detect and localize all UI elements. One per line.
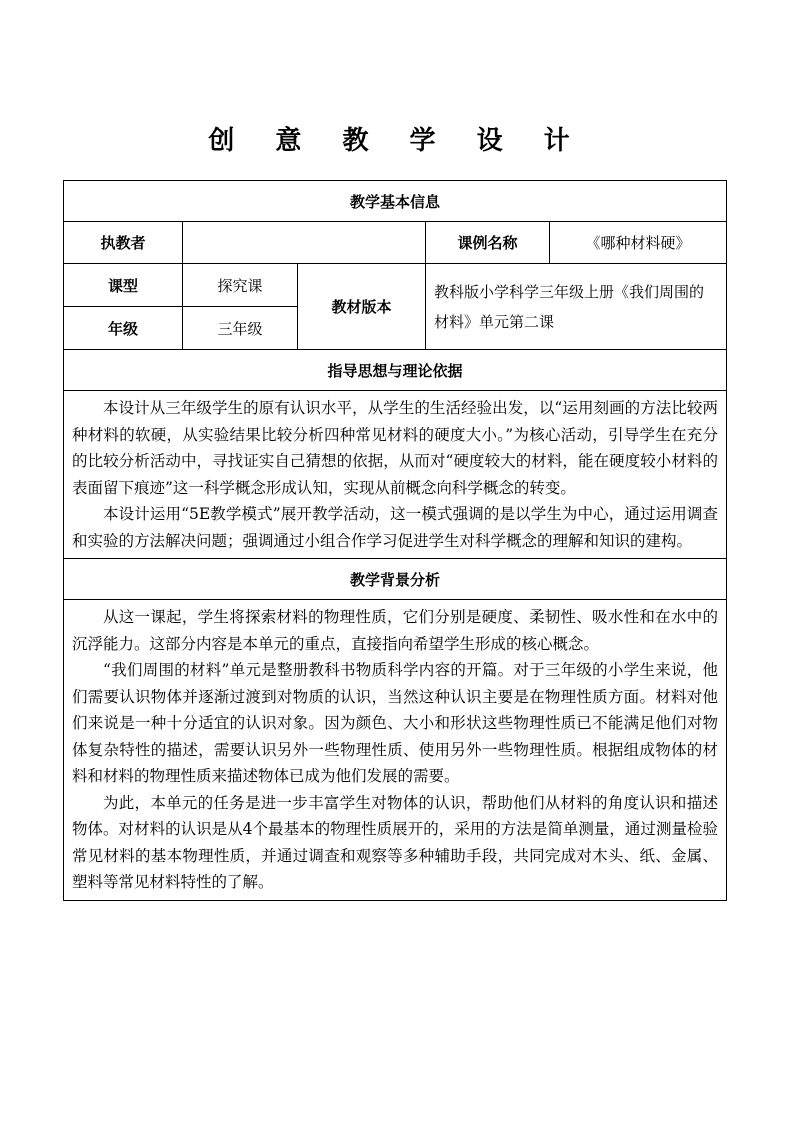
paragraph: 本设计运用“5E教学模式”展开教学活动，这一模式强调的是以学生为中心，通过运用调查和实验的方法解决问题；强调通过小组合作学习促进学生对科学概念的理解和知识的建构。 (72, 505, 718, 550)
edition-value: 教科版小学科学三年级上册《我们周围的材料》单元第二课 (426, 264, 727, 350)
lesson-design-table (63, 180, 727, 901)
grade-label: 年级 (64, 307, 183, 350)
guiding-content (64, 391, 727, 559)
teacher-value (183, 222, 426, 264)
paragraph: 从这一课起，学生将探索材料的物理性质，它们分别是硬度、柔韧性、吸水性和在水中的沉浮能力。这部分内容是本单元的重点，直接指向希望学生形成的核心概念。 (72, 608, 718, 653)
lesson-label: 课例名称 (426, 222, 550, 264)
guiding-heading: 指导思想与理论依据 (64, 350, 727, 391)
grade-value: 三年级 (183, 307, 298, 350)
edition-label: 教材版本 (298, 264, 426, 350)
document-title: 创 意 教 学 设 计 (208, 126, 586, 156)
paragraph: 本设计从三年级学生的原有认识水平，从学生的生活经验出发，以“运用刻画的方法比较两种材料的软硬，从实验结果比较分析四种常见材料的硬度大小。”为核心活动，引导学生在充分的比较分析活动中，寻找证实自己猜想的依据，从而对“硬度较大的材料，能在硬度较小材料的表面留下痕迹”这一科学概念形成认知，实现从前概念向科学概念的转变。 (72, 399, 718, 497)
type-value: 探究课 (183, 264, 298, 307)
background-content (64, 600, 727, 901)
basic-info-heading: 教学基本信息 (64, 181, 727, 222)
teacher-label: 执教者 (64, 222, 183, 264)
lesson-value: 《哪种材料硬》 (550, 222, 727, 264)
paragraph: “我们周围的材料”单元是整册教科书物质科学内容的开篇。对于三年级的小学生来说，他们需要认识物体并逐渐过渡到对物质的认识，当然这种认识主要是在物理性质方面。材料对他们来说是一种十分适宜的认识对象。因为颜色、大小和形状这些物理性质已不能满足他们对物体复杂特性的描述，需要认识另外一些物理性质、使用另外一些物理性质。根据组成物体的材料和材料的物理性质来描述物体已成为他们发展的需要。 (72, 661, 718, 785)
type-label: 课型 (64, 264, 183, 307)
paragraph: 为此，本单元的任务是进一步丰富学生对物体的认识，帮助他们从材料的角度认识和描述物体。对材料的认识是从4个最基本的物理性质展开的，采用的方法是简单测量，通过测量检验常见材料的基本物理性质，并通过调查和观察等多种辅助手段，共同完成对木头、纸、金属、塑料等常见材料特性的了解。 (72, 793, 718, 891)
background-heading: 教学背景分析 (64, 559, 727, 600)
